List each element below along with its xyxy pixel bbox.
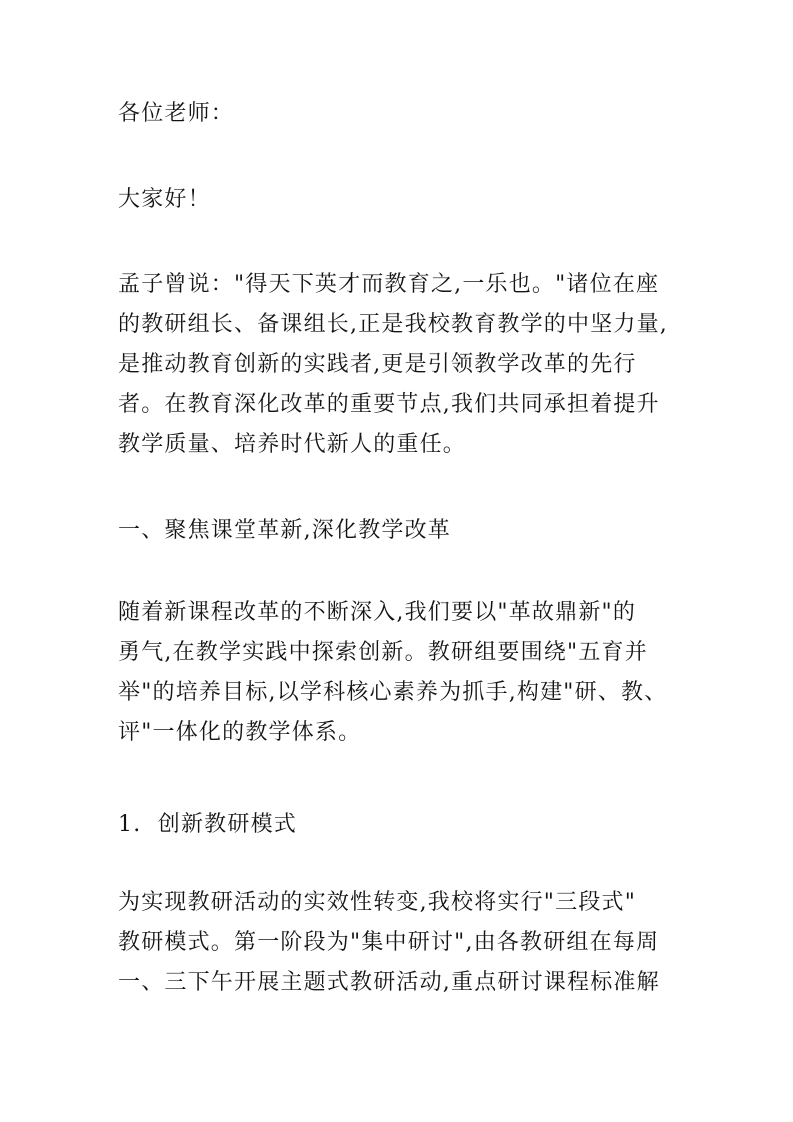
paragraph-line: 一、三下午开展主题式教研活动,重点研讨课程标准解 xyxy=(118,970,660,995)
paragraph-line: 评"一体化的教学体系。 xyxy=(118,720,362,745)
paragraph-line: 随着新课程改革的不断深入,我们要以"革故鼎新"的 xyxy=(118,600,637,625)
salutation-text: 各位老师： xyxy=(118,101,235,126)
paragraph-line: 举"的培养目标,以学科核心素养为抓手,构建"研、教、 xyxy=(118,680,668,705)
paragraph-line: 勇气,在教学实践中探索创新。教研组要围绕"五育并 xyxy=(118,640,648,665)
paragraph-line: 教研模式。第一阶段为"集中研讨",由各教研组在每周 xyxy=(118,930,660,955)
paragraph-line: 的教研组长、备课组长,正是我校教育教学的中坚力量, xyxy=(118,312,668,337)
paragraph-line: 教学质量、培养时代新人的重任。 xyxy=(118,432,467,457)
paragraph-line: 为实现教研活动的实效性转变,我校将实行"三段式" xyxy=(118,890,637,915)
paragraph-line: 孟子曾说："得天下英才而教育之,一乐也。"诸位在座 xyxy=(118,272,660,297)
section-heading-text: 一、聚焦课堂革新,深化教学改革 xyxy=(118,518,451,543)
subsection-heading-text: 1. 创新教研模式 xyxy=(118,812,297,837)
section-heading xyxy=(118,511,688,551)
salutation xyxy=(118,94,688,134)
subsection-heading xyxy=(118,805,688,845)
section-intro-paragraph xyxy=(118,593,688,753)
greeting-text: 大家好！ xyxy=(118,187,211,212)
subsection-paragraph xyxy=(118,883,688,1003)
greeting xyxy=(118,180,688,220)
paragraph-line: 是推动教育创新的实践者,更是引领教学改革的先行 xyxy=(118,352,637,377)
paragraph-line: 者。在教育深化改革的重要节点,我们共同承担着提升 xyxy=(118,392,660,417)
opening-paragraph xyxy=(118,265,688,465)
